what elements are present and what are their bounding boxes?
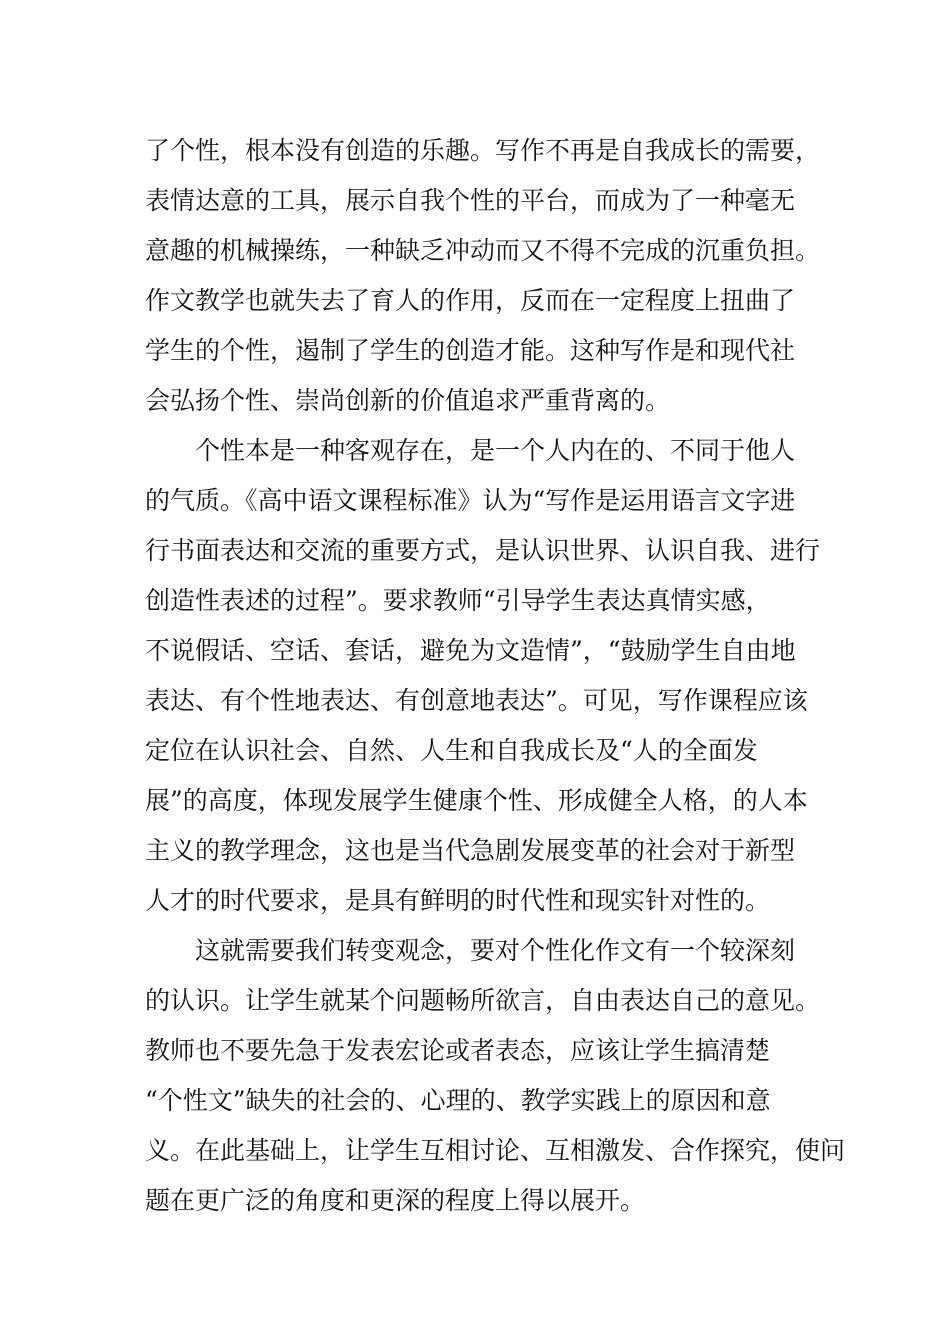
text-line: 这就需要我们转变观念，要对个性化作文有一个较深刻 (195, 936, 796, 965)
text-line: 创造性表述的过程”。要求教师“引导学生表达真情实感， (145, 586, 771, 615)
document-page (145, 126, 846, 1226)
text-line: 的气质。《高中语文课程标准》认为“写作是运用语言文字进 (145, 486, 796, 515)
text-line: 表达、有个性地表达、有创意地表达”。可见，写作课程应该 (145, 686, 808, 715)
text-line: “个性文”缺失的社会的、心理的、教学实践上的原因和意 (145, 1086, 771, 1115)
text-line: 主义的教学理念，这也是当代急剧发展变革的社会对于新型 (145, 836, 796, 865)
paragraph-1 (145, 126, 825, 426)
text-line: 作文教学也就失去了育人的作用，反而在一定程度上扭曲了 (145, 286, 796, 315)
text-line: 人才的时代要求，是具有鲜明的时代性和现实针对性的。 (145, 886, 771, 915)
text-line: 行书面表达和交流的重要方式，是认识世界、认识自我、进行 (145, 536, 821, 565)
text-line: 表情达意的工具，展示自我个性的平台，而成为了一种毫无 (145, 186, 796, 215)
text-line: 的认识。让学生就某个问题畅所欲言，自由表达自己的意见。 (145, 986, 821, 1015)
text-line: 不说假话、空话、套话，避免为文造情”，“鼓励学生自由地 (145, 636, 796, 665)
text-line: 义。在此基础上，让学生互相讨论、互相激发、合作探究，使问 (145, 1136, 846, 1165)
text-line: 个性本是一种客观存在，是一个人内在的、不同于他人 (195, 436, 796, 465)
text-line: 展”的高度，体现发展学生健康个性、形成健全人格，的人本 (145, 786, 808, 815)
text-line: 题在更广泛的角度和更深的程度上得以展开。 (145, 1186, 646, 1215)
text-line: 意趣的机械操练，一种缺乏冲动而又不得不完成的沉重负担。 (145, 236, 821, 265)
text-line: 了个性，根本没有创造的乐趣。写作不再是自我成长的需要， (145, 136, 821, 165)
text-line: 教师也不要先急于发表宏论或者表态，应该让学生搞清楚 (145, 1036, 771, 1065)
text-line: 定位在认识社会、自然、人生和自我成长及“人的全面发 (145, 736, 758, 765)
paragraph-3 (145, 926, 846, 1226)
text-line: 会弘扬个性、崇尚创新的价值追求严重背离的。 (145, 386, 671, 415)
text-line: 学生的个性，遏制了学生的创造才能。这种写作是和现代社 (145, 336, 796, 365)
paragraph-2 (145, 426, 825, 926)
